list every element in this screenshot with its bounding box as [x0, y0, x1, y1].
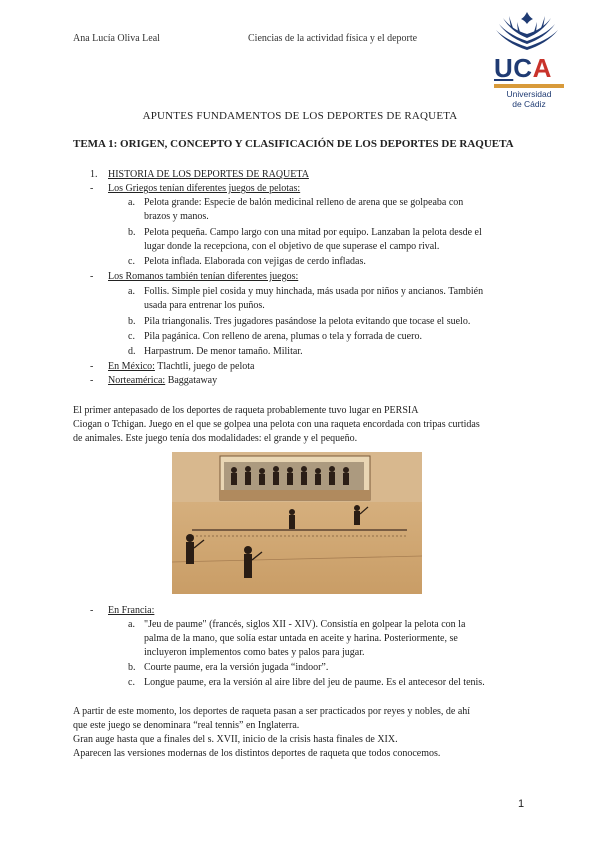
paragraph-line: que este juego se denominara “real tennis” en Inglaterra.	[73, 720, 300, 731]
paragraph-line: A partir de este momento, los deportes de raqueta pasan a ser practicados por reyes y nobles, de ahí	[73, 706, 471, 717]
section-title: HISTORIA DE LOS DEPORTES DE RAQUETA	[108, 169, 309, 180]
document-title: APUNTES FUNDAMENTOS DE LOS DEPORTES DE RAQUETA	[142, 110, 458, 122]
list-label: a.	[128, 197, 135, 208]
tema-heading: TEMA 1: ORIGEN, CONCEPTO Y CLASIFICACIÓN DE LOS DEPORTES DE RAQUETA	[73, 138, 514, 150]
logo-divider	[494, 84, 564, 88]
list-item-text: Harpastrum. De menor tamaño. Militar.	[144, 346, 303, 357]
list-item-text: Pelota grande: Especie de balón medicinal relleno de arena que se golpeaba con	[144, 197, 464, 208]
paragraph-line: de animales. Este juego tenía dos modalidades: el grande y el pequeño.	[73, 433, 358, 444]
francia-heading: En Francia:	[108, 605, 155, 616]
mexico-line: En México: Tlachtli, juego de pelota	[108, 361, 255, 372]
list-item-text: Follis. Simple piel cosida y muy hinchada, más usada por niños y ancianos. También	[144, 286, 484, 297]
romanos-heading: Los Romanos también tenían diferentes juegos:	[108, 271, 299, 282]
list-label: b.	[128, 662, 136, 673]
list-item-text: palma de la mano, que solía estar untada en aceite y harina. Posteriormente, se	[144, 633, 458, 644]
page-number: 1	[518, 798, 525, 810]
list-item-text: usada para entrenar los puños.	[144, 300, 265, 311]
paragraph-line: Ciogan o Tchigan. Juego en el que se golpea una pelota con una raqueta encordada con tripas curtidas	[73, 419, 480, 430]
paragraph-line: El primer antepasado de los deportes de raqueta probablemente tuvo lugar en PERSIA	[73, 405, 419, 416]
list-item-text: Pelota pequeña. Campo largo con una mitad por equipo. Lanzaban la pelota desde el	[144, 227, 482, 238]
list-label: a.	[128, 619, 135, 630]
header-author: Ana Lucía Oliva Leal	[73, 33, 160, 44]
list-label: b.	[128, 316, 136, 327]
list-item-text: brazos y manos.	[144, 211, 209, 222]
list-label: c.	[128, 331, 135, 342]
bullet-dash: -	[90, 271, 94, 282]
uca-logo	[487, 8, 567, 108]
bullet-dash: -	[90, 183, 94, 194]
list-item-text: Pila pagánica. Con relleno de arena, plumas o tela y forrada de cuero.	[144, 331, 422, 342]
uca-emblem-icon	[487, 8, 567, 54]
uca-wordmark: UCA	[494, 53, 552, 83]
list-label: a.	[128, 286, 135, 297]
section-number: 1.	[90, 169, 98, 180]
bullet-dash: -	[90, 605, 94, 616]
list-item-text: Pila triangonalis. Tres jugadores pasándose la pelota evitando que tocase el suelo.	[144, 316, 471, 327]
paragraph-line: Aparecen las versiones modernas de los distintos deportes de raqueta que todos conocemos.	[73, 748, 441, 759]
norteamerica-line: Norteamérica: Baggataway	[108, 375, 218, 386]
list-item-text: lugar donde la recepciona, con el objetivo de que superase el campo rival.	[144, 241, 440, 252]
list-item-text: "Jeu de paume" (francés, siglos XII - XIV). Consistía en golpear la pelota con la	[144, 619, 466, 630]
list-item-text: Pelota inflada. Elaborada con vejigas de cerdo infladas.	[144, 256, 366, 267]
list-label: b.	[128, 227, 136, 238]
list-label: c.	[128, 677, 135, 688]
griegos-heading: Los Griegos tenían diferentes juegos de pelotas:	[108, 183, 301, 194]
bullet-dash: -	[90, 375, 94, 386]
bullet-dash: -	[90, 361, 94, 372]
list-label: c.	[128, 256, 135, 267]
header-subject: Ciencias de la actividad física y el deporte	[248, 33, 418, 44]
paragraph-line: Gran auge hasta que a finales del s. XVII, inicio de la crisis hasta finales de XIX.	[73, 734, 398, 745]
list-label: d.	[128, 346, 136, 357]
list-item-text: incluyeron implementos como bates y palos para jugar.	[144, 647, 365, 658]
list-item-text: Longue paume, era la versión al aire libre del jeu de paume. Es el antecesor del tenis.	[144, 677, 485, 688]
list-item-text: Courte paume, era la versión jugada “indoor”.	[144, 662, 329, 673]
logo-university-name: Universidad de Cádiz	[506, 89, 552, 109]
jeu-de-paume-illustration	[172, 452, 422, 594]
